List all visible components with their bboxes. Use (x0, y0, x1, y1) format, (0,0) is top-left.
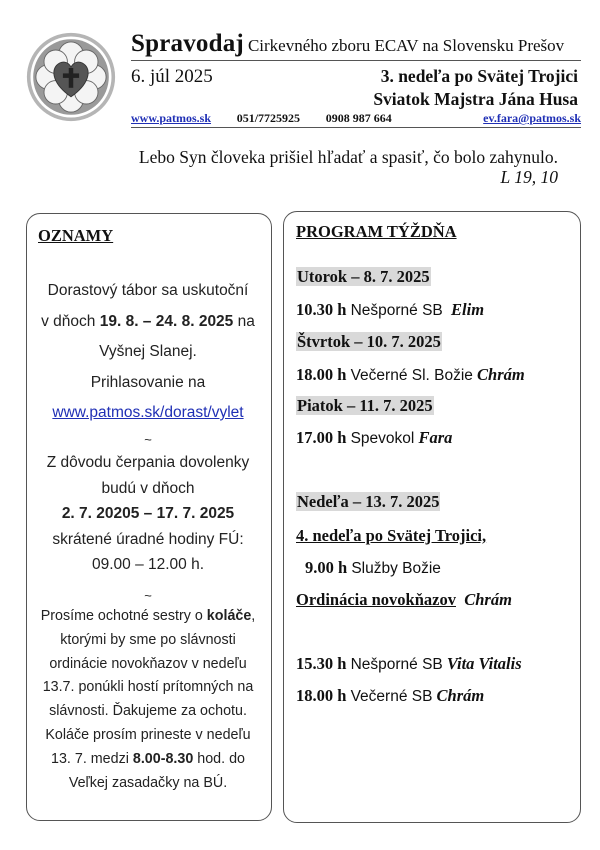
camp-location: Vyšnej Slanej. (99, 343, 197, 360)
cakes-text: Prosíme ochotné sestry o (40, 608, 207, 624)
event-place: Chrám (436, 686, 485, 705)
sunday-title: 4. nedeľa po Svätej Trojici, (296, 526, 487, 545)
camp-dates-prefix: v dňoch (41, 312, 100, 330)
camp-dates-suffix: na (233, 312, 255, 330)
cakes-text: , (251, 608, 256, 624)
program-entry (305, 558, 441, 578)
separator-tilde: ~ (144, 588, 152, 603)
day-heading: Nedeľa – 13. 7. 2025 (297, 492, 440, 511)
mobile-number: 0908 987 664 (325, 111, 392, 125)
cakes-line (27, 748, 269, 772)
event-time: 9.00 h (305, 558, 348, 577)
program-day-sunday (296, 492, 440, 512)
event-time: 15.30 h (296, 654, 347, 673)
cakes-announcement (27, 605, 269, 795)
cakes-line: ordinácie novokňazov v nedeľu (49, 655, 247, 672)
event-time: 18.00 h (296, 365, 347, 384)
event-time: 18.00 h (296, 686, 347, 705)
ordination-title: Ordinácia novokňazov (296, 590, 456, 609)
cakes-line: Veľkej zasadačky na BÚ. (68, 774, 228, 791)
event-name: Večerné Sl. Božie (350, 367, 473, 384)
office-line: budú v dňoch (101, 479, 195, 497)
event-name: Večerné SB (350, 688, 433, 705)
program-entry (296, 428, 452, 448)
event-place: Elim (451, 300, 485, 319)
newsletter-header (131, 30, 564, 58)
office-dates: 2. 7. 20205 – 17. 7. 2025 (61, 505, 235, 522)
bible-quote: Lebo Syn človeka prišiel hľadať a spasiť, čo bolo zahynulo. (138, 147, 558, 167)
camp-registration-link[interactable]: www.patmos.sk/dorast/vylet (52, 404, 244, 421)
program-entry (296, 654, 522, 674)
office-hours: 09.00 – 12.00 h. (91, 556, 205, 573)
event-place: Vita Vitalis (446, 654, 522, 673)
cakes-line: 13.7. ponúkli hostí prítomných na (42, 679, 254, 696)
contact-bar (131, 111, 581, 126)
event-time: 17.00 h (296, 428, 347, 447)
program-day-tuesday (296, 267, 431, 287)
cakes-text: hod. do (193, 750, 245, 767)
email-link[interactable]: ev.fara@patmos.sk (483, 111, 581, 125)
cakes-line: Koláče prosím prineste v nedeľu (45, 726, 251, 743)
newsletter-subtitle: Cirkevného zboru ECAV na Slovensku Prešov (247, 36, 565, 55)
office-line: skrátené úradné hodiny FÚ: (52, 530, 244, 548)
separator-tilde: ~ (144, 432, 152, 447)
bible-reference: L 19, 10 (500, 167, 558, 187)
newsletter-title: Spravodaj (131, 30, 244, 57)
event-name: Nešporné SB (350, 302, 443, 319)
cakes-line: ktorými by sme po slávnosti (60, 631, 236, 648)
event-place: Chrám (477, 365, 525, 384)
phone-number: 051/7725925 (236, 111, 301, 125)
program-entry (296, 365, 525, 385)
ordination-entry (296, 590, 512, 610)
cakes-line: slávnosti. Ďakujeme za ochotu. (49, 703, 247, 720)
office-hours-announcement (27, 450, 269, 578)
liturgical-sunday: 3. nedeľa po Svätej Trojici (380, 66, 578, 86)
day-heading: Piatok – 11. 7. 2025 (297, 396, 433, 415)
camp-line: Dorastový tábor sa uskutoční (47, 282, 249, 299)
announcements-title: OZNAMY (38, 226, 114, 245)
day-heading: Štvrtok – 10. 7. 2025 (297, 332, 441, 351)
event-name: Spevokol (350, 430, 415, 447)
camp-announcement (27, 276, 269, 429)
header-divider (131, 60, 581, 61)
office-line: Z dôvodu čerpania dovolenky (46, 454, 250, 471)
program-day-thursday (296, 332, 442, 352)
cakes-line (27, 605, 269, 629)
luther-rose-logo (26, 32, 116, 122)
cakes-text: 13. 7. medzi (51, 750, 133, 767)
event-time: 10.30 h (296, 300, 347, 319)
camp-dates: 19. 8. – 24. 8. 2025 (99, 312, 234, 330)
event-name: Nešporné SB (350, 656, 443, 673)
event-name: Služby Božie (351, 560, 441, 577)
program-day-friday (296, 396, 434, 416)
day-heading: Utorok – 8. 7. 2025 (297, 267, 430, 286)
feast-day: Sviatok Majstra Jána Husa (373, 89, 578, 109)
cakes-bold: koláče (206, 608, 252, 624)
program-title: PROGRAM TÝŽDŇA (296, 222, 457, 241)
program-entry (296, 300, 484, 320)
camp-dates-line (27, 307, 269, 338)
program-entry (296, 686, 484, 706)
cakes-time: 8.00-8.30 (132, 750, 194, 767)
event-place: Chrám (464, 590, 512, 609)
website-link[interactable]: www.patmos.sk (131, 111, 212, 125)
event-place: Fara (418, 428, 453, 447)
camp-registration-label: Prihlasovanie na (90, 373, 206, 391)
issue-date: 6. júl 2025 (131, 66, 213, 87)
contact-divider (131, 127, 581, 128)
